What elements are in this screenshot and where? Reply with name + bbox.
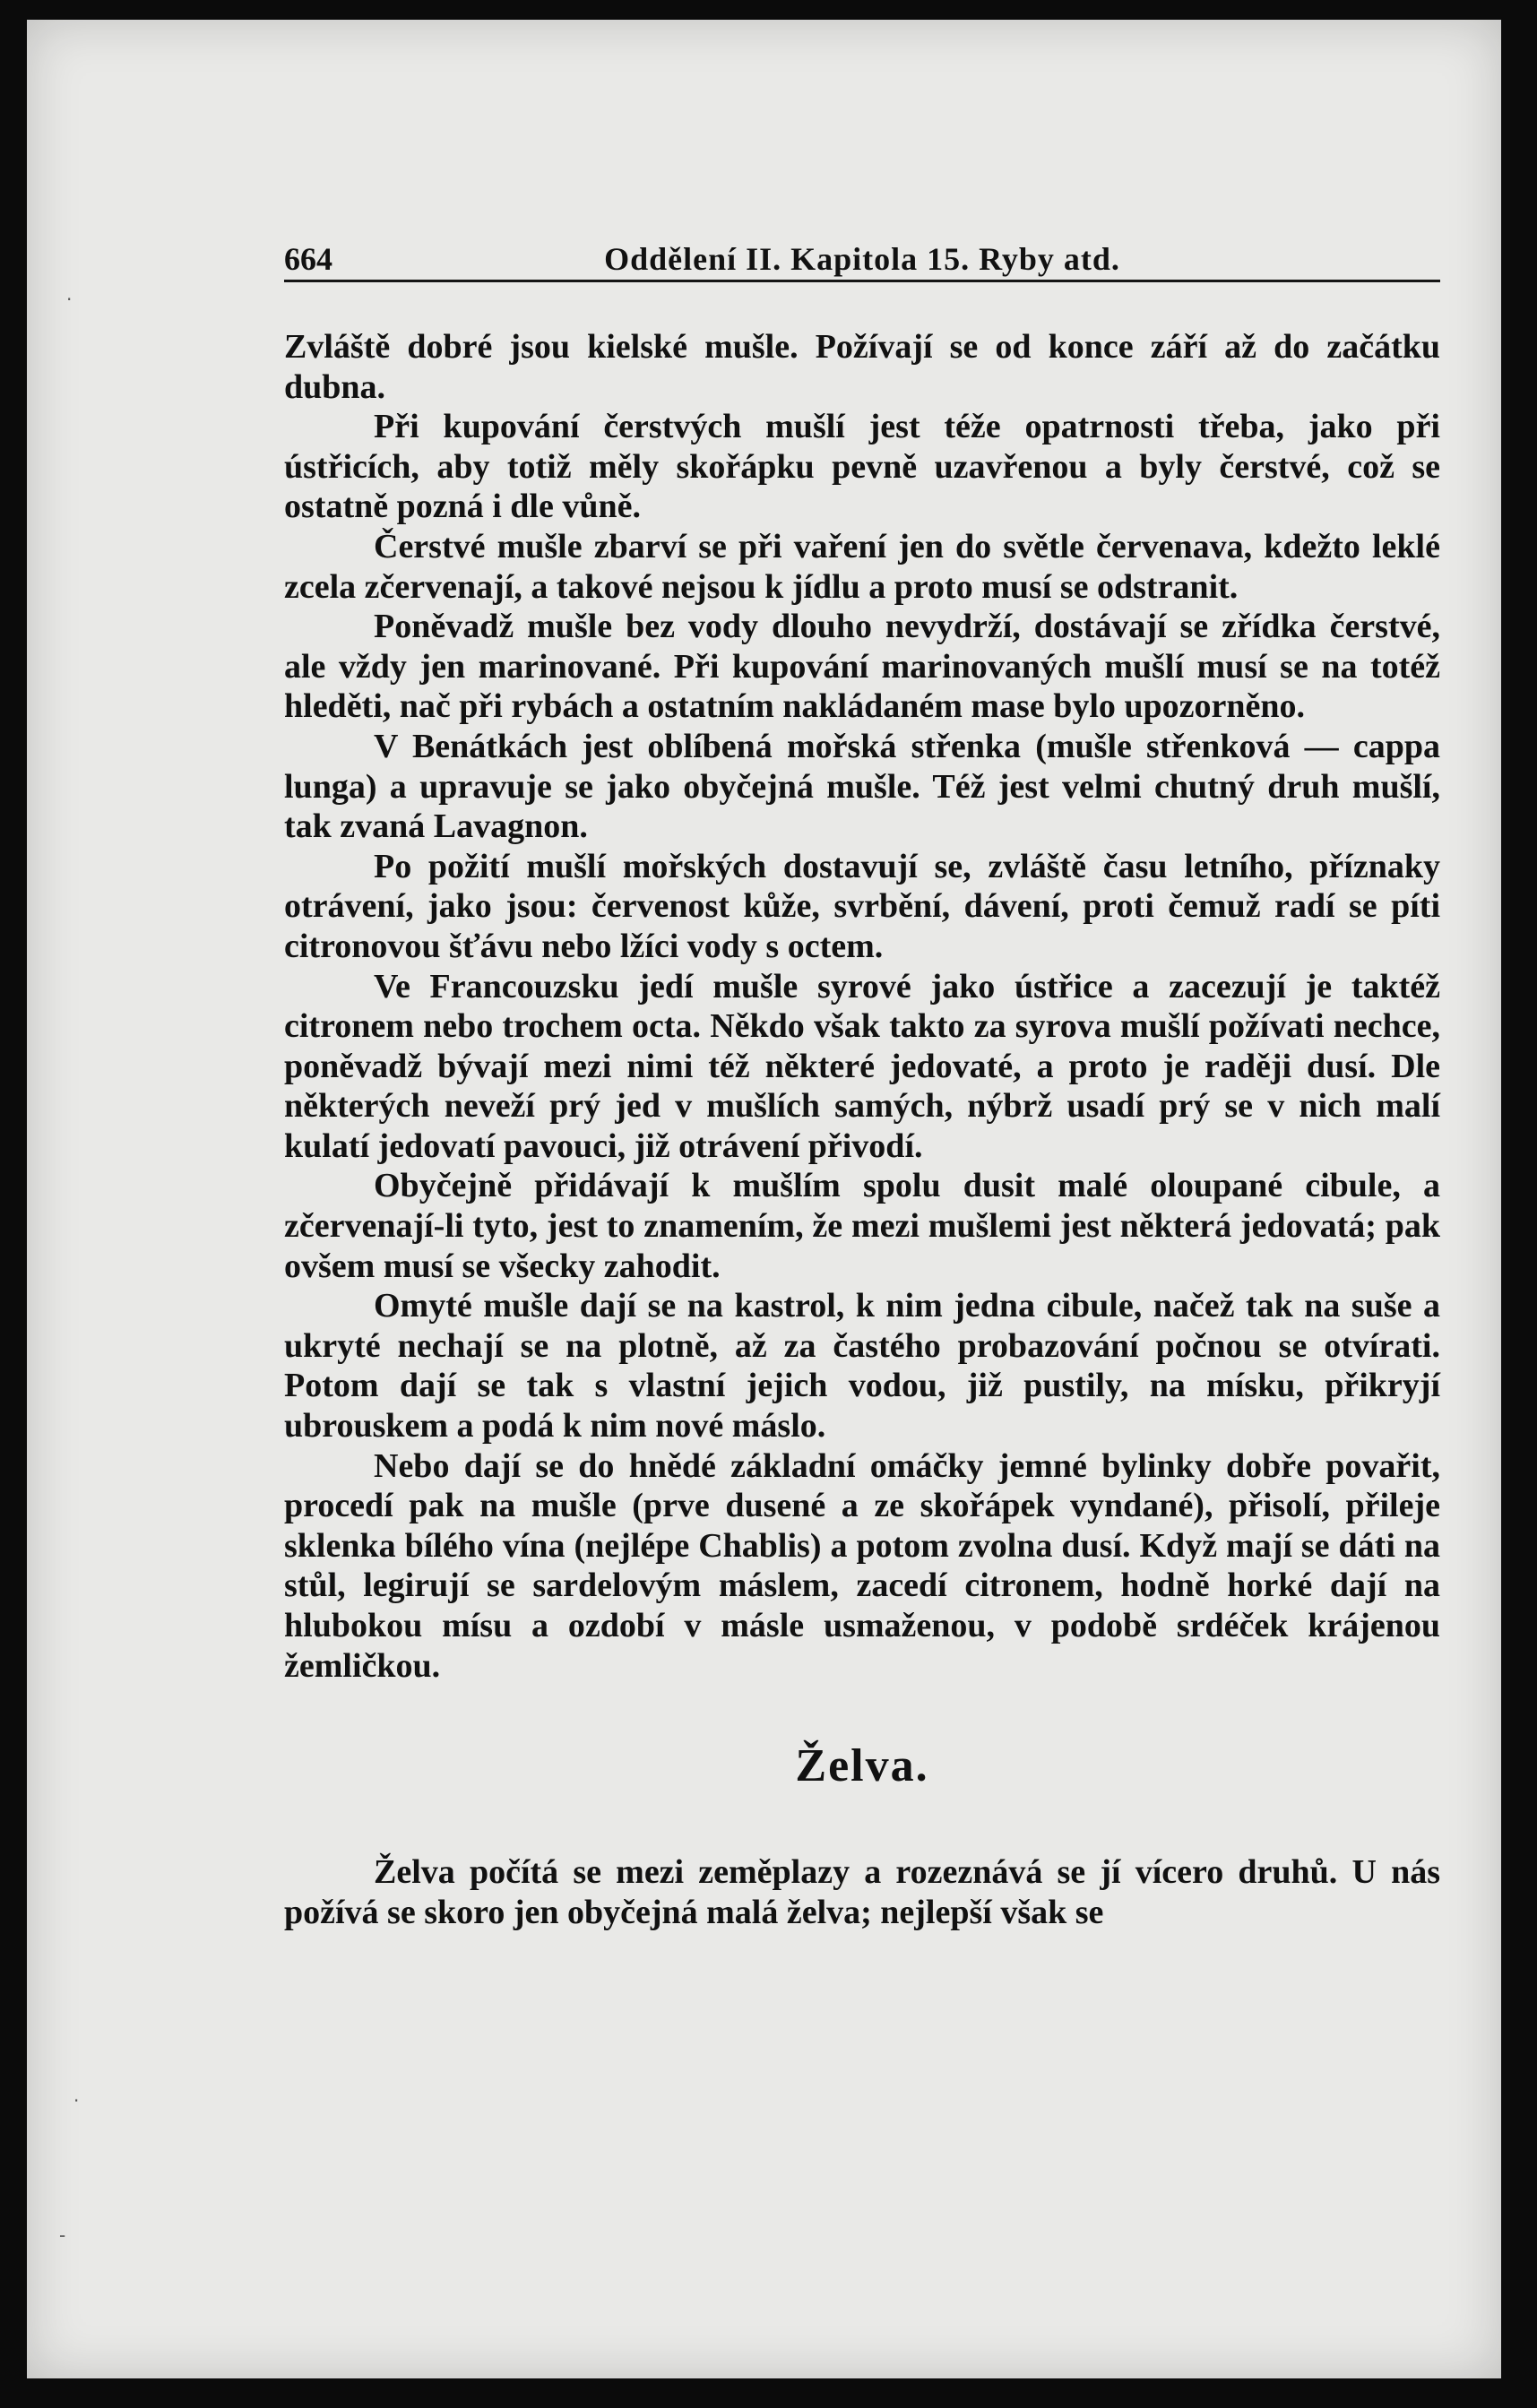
scanned-page (27, 20, 1501, 2378)
paragraph: Nebo dají se do hnědé základní omáčky jemné bylinky dobře povařit, procedí pak na mušle (prve dusené a ze skořápek vyndané), přisolí, přileje sklenka bílého vína (nejlépe Chablis) a potom zvolna dusí. Když mají se dáti na stůl, legirují se sardelovým máslem, zacedí citronem, hodně horké dají na hlubokou mísu a ozdobí v másle usmaženou, v podobě srdéček krájenou žemličkou. (284, 1446, 1440, 1685)
page-header (284, 238, 1440, 282)
paragraph: Ve Francouzsku jedí mušle syrové jako ústřice a zacezují je taktéž citronem nebo trochem octa. Někdo však takto za syrova mušlí požívati nechce, poněvadž bývají mezi nimi též některé jedovaté, a proto je raději dusí. Dle některých neveží prý jed v mušlích samých, nýbrž usadí prý se v nich malí kulatí jedovatí pavouci, již otrávení přivodí. (284, 967, 1440, 1165)
page-content (284, 238, 1440, 1932)
paragraph: Obyčejně přidávají k mušlím spolu dusit malé oloupané cibule, a zčervenají-li tyto, jest to znamením, že mezi mušlemi jest některá jedovatá; pak ovšem musí se všecky zahodit. (284, 1167, 1440, 1285)
paragraph: V Benátkách jest oblíbená mořská střenka (mušle střenková — cappa lunga) a upravuje se jako obyčejná mušle. Též jest velmi chutný druh mušlí, tak zvaná Lavagnon. (284, 727, 1440, 846)
scan-specks (57, 20, 111, 2378)
paragraph: Čerstvé mušle zbarví se při vaření jen do světle červenava, kdežto leklé zcela zčervenají, a takové nejsou k jídlu a proto musí se odstranit. (284, 527, 1440, 606)
paragraph: Poněvadž mušle bez vody dlouho nevydrží, dostávají se zřídka čerstvé, ale vždy jen marinované. Při kupování marinovaných mušlí musí se na totéž hleděti, nač při rybách a ostatním nakládaném mase bylo upozorněno. (284, 608, 1440, 726)
page-number: 664 (284, 241, 332, 277)
paragraph: Želva počítá se mezi zeměplazy a rozeznává se jí vícero druhů. U nás požívá se skoro jen obyčejná malá želva; nejlepší však se (284, 1853, 1440, 1931)
running-title: Oddělení II. Kapitola 15. Ryby atd. (604, 241, 1120, 277)
paragraph: Při kupování čerstvých mušlí jest téže opatrnosti třeba, jako při ústřicích, aby totiž měly skořápku pevně uzavřenou a byly čerstvé, což se ostatně pozná i dle vůně. (284, 408, 1440, 526)
scan-speck: · (73, 2090, 80, 2111)
paragraph: Po požití mušlí mořských dostavují se, zvláště času letního, příznaky otrávení, jako jsou: červenost kůže, svrbění, dávení, proti čemuž radí se píti citronovou šťávu nebo lžíci vody s octem. (284, 847, 1440, 965)
scan-speck: · (66, 289, 73, 310)
scan-speck: - (59, 2224, 66, 2246)
paragraph: Zvláště dobré jsou kielské mušle. Požívají se od konce září až do začátku dubna. (284, 328, 1440, 406)
paragraph: Omyté mušle dají se na kastrol, k nim jedna cibule, načež tak na suše a ukryté nechají se na plotně, až za častého probazování počnou se otvírati. Potom dají se tak s vlastní jejich vodou, již pustily, na mísku, přikryjí ubrouskem a podá k nim nové máslo. (284, 1287, 1440, 1446)
section-title: Želva. (795, 1740, 929, 1792)
body-text (284, 327, 1440, 1932)
